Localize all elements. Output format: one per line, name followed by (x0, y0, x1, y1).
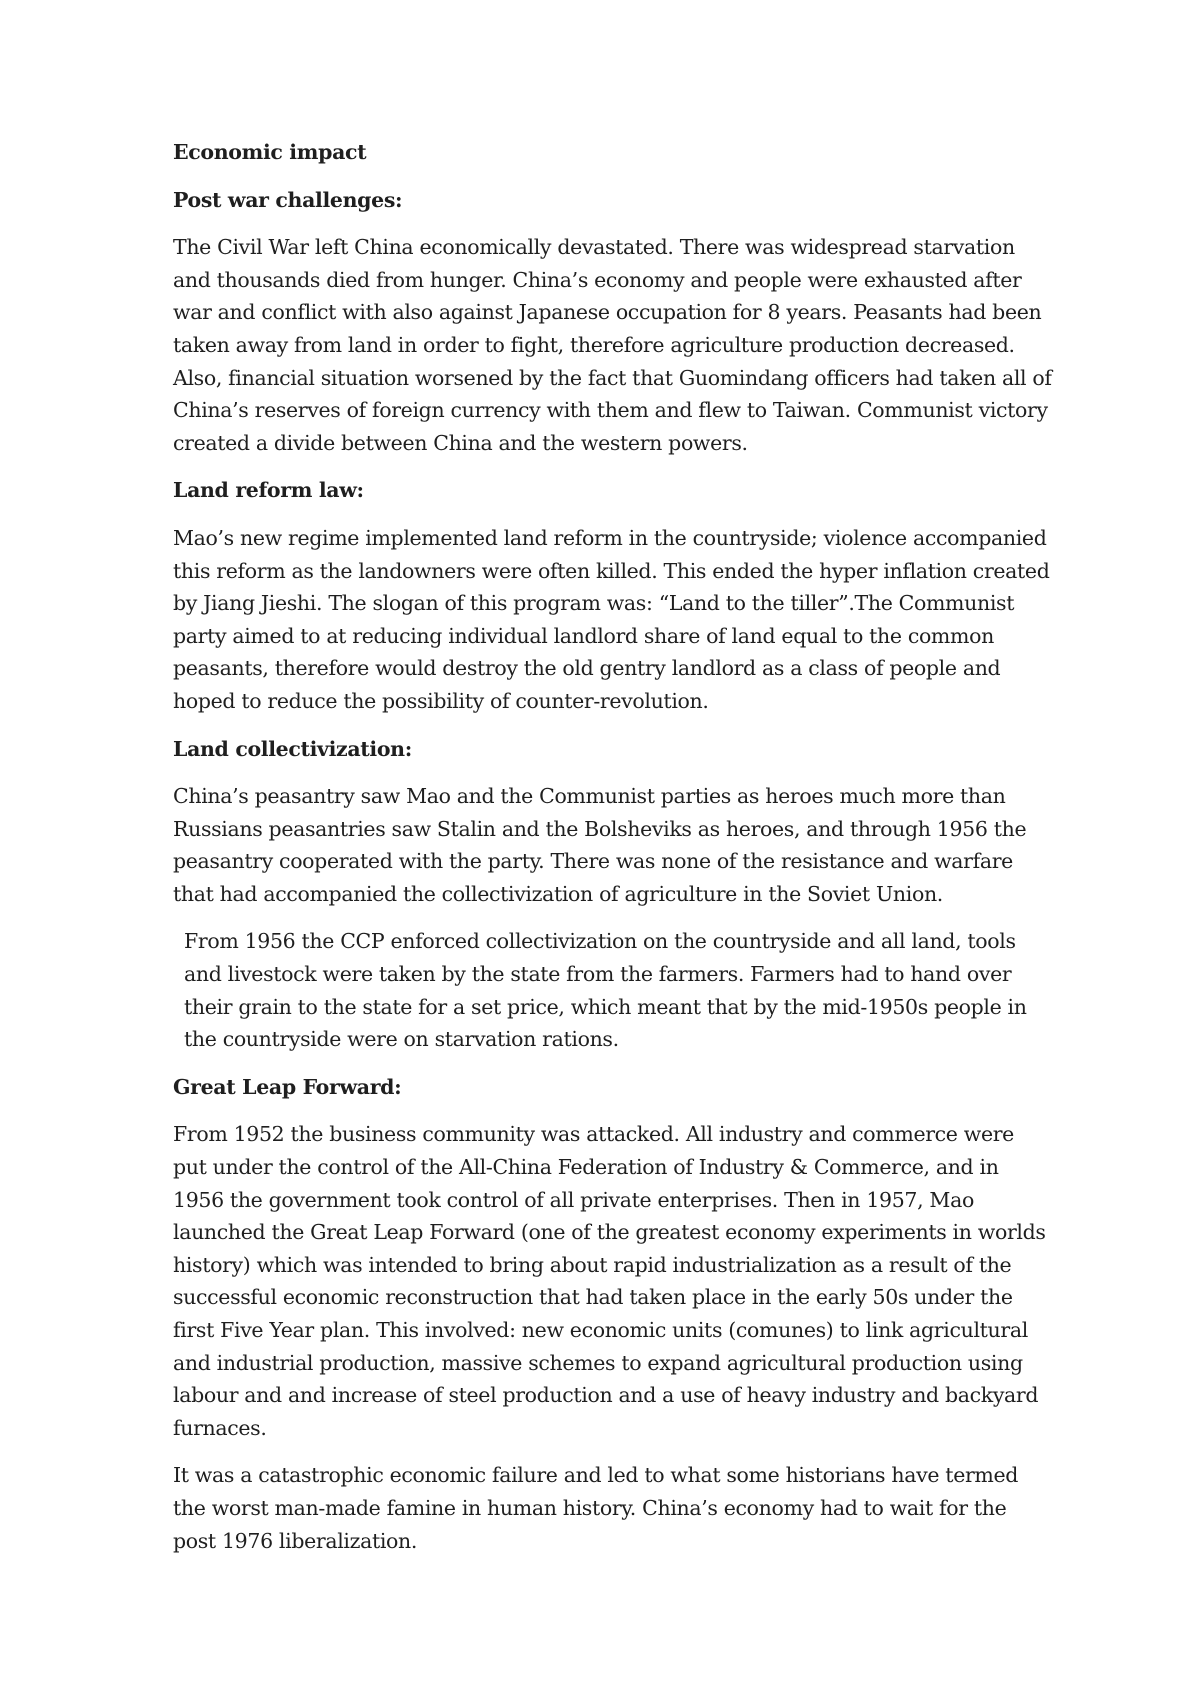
section-heading-land-reform: Land reform law: (173, 478, 364, 503)
paragraph-great-leap-2: It was a catastrophic economic failure and led to what some historians have termed the worst man-made famine in human history. China’s economy had to wait for the post 1976 liberalization. (173, 1463, 1019, 1553)
document-title: Economic impact (173, 140, 367, 164)
paragraph-collectivization-2: From 1956 the CCP enforced collectivization on the countryside and all land, tools and livestock were taken by the state from the farmers. Farmers had to hand over their grain to the state for a set price, which meant that by the mid-1950s people in the countryside were on starvation rations. (184, 929, 1027, 1052)
section-heading-great-leap: Great Leap Forward: (173, 1074, 402, 1099)
section-heading-collectivization: Land collectivization: (173, 736, 412, 761)
paragraph-post-war: The Civil War left China economically devastated. There was widespread starvation and thousands died from hunger. China’s economy and people were exhausted after war and conflict with also against Japanese occupation for 8 years. Peasants had been taken away from land in order to fight, therefore agriculture production decreased. Also, financial situation worsened by the fact that Guomindang officers had taken all of China’s reserves of foreign currency with them and flew to Taiwan. Communist victory created a divide between China and the western powers. (173, 235, 1052, 455)
paragraph-collectivization-1: China’s peasantry saw Mao and the Communist parties as heroes much more than Russians peasantries saw Stalin and the Bolsheviks as heroes, and through 1956 the peasantry cooperated with the party. There was none of the resistance and warfare that had accompanied the collectivization of agriculture in the Soviet Union. (173, 784, 1027, 906)
document-body (173, 136, 1053, 1572)
paragraph-land-reform: Mao’s new regime implemented land reform in the countryside; violence accompanied this reform as the landowners were often killed. This ended the hyper inflation created by Jiang Jieshi. The slogan of this program was: “Land to the tiller”.The Communist party aimed to at reducing individual landlord share of land equal to the common peasants, therefore would destroy the old gentry landlord as a class of people and hoped to reduce the possibility of counter-revolution. (173, 525, 1050, 713)
paragraph-great-leap-1: From 1952 the business community was attacked. All industry and commerce were put under the control of the All-China Federation of Industry & Commerce, and in 1956 the government took control of all private enterprises. Then in 1957, Mao launched the Great Leap Forward (one of the greatest economy experiments in worlds history) which was intended to bring about rapid industrialization as a result of the successful economic reconstruction that had taken place in the early 50s under the first Five Year plan. This involved: new economic units (comunes) to link agricultural and industrial production, massive schemes to expand agricultural production using labour and and increase of steel production and a use of heavy industry and backyard furnaces. (173, 1122, 1046, 1440)
section-heading-post-war: Post war challenges: (173, 187, 403, 212)
